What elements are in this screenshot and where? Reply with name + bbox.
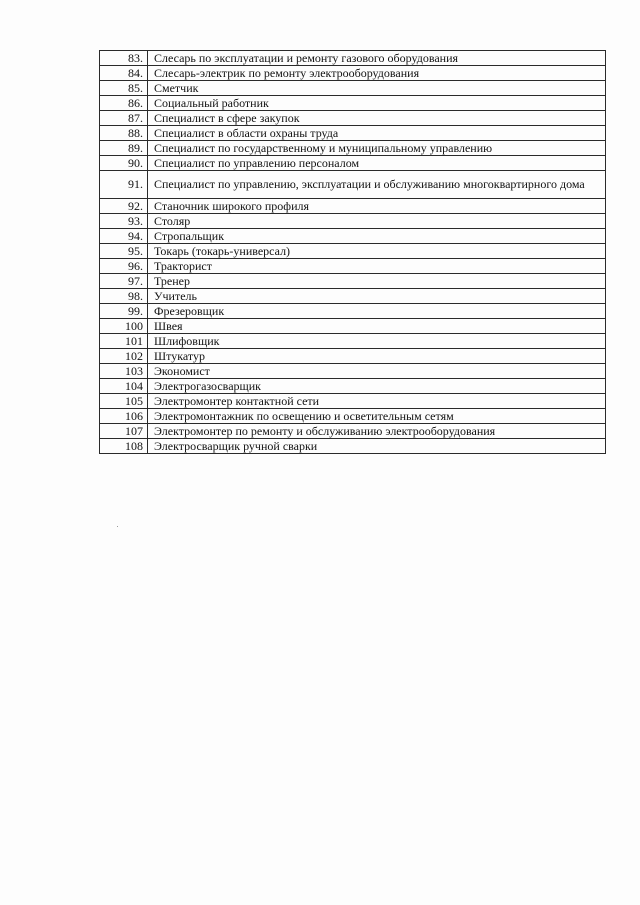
table-row bbox=[100, 126, 606, 141]
profession-name: Тракторист bbox=[148, 259, 606, 274]
profession-name: Слесарь-электрик по ремонту электрооборудования bbox=[148, 66, 606, 81]
row-number: 92. bbox=[100, 199, 148, 214]
row-number: 88. bbox=[100, 126, 148, 141]
profession-name: Сметчик bbox=[148, 81, 606, 96]
profession-name: Социальный работник bbox=[148, 96, 606, 111]
row-number: 99. bbox=[100, 304, 148, 319]
profession-name: Специалист по управлению персоналом bbox=[148, 156, 606, 171]
table-row bbox=[100, 319, 606, 334]
profession-name: Слесарь по эксплуатации и ремонту газового оборудования bbox=[148, 51, 606, 66]
profession-name: Специалист в сфере закупок bbox=[148, 111, 606, 126]
table-row bbox=[100, 349, 606, 364]
table-row bbox=[100, 214, 606, 229]
profession-name: Экономист bbox=[148, 364, 606, 379]
row-number: 101 bbox=[100, 334, 148, 349]
table-row bbox=[100, 96, 606, 111]
table-row bbox=[100, 304, 606, 319]
profession-name: Электромонтер контактной сети bbox=[148, 394, 606, 409]
profession-name: Учитель bbox=[148, 289, 606, 304]
profession-name: Специалист по управлению, эксплуатации и обслуживанию многоквартирного дома bbox=[148, 171, 606, 199]
row-number: 105 bbox=[100, 394, 148, 409]
row-number: 87. bbox=[100, 111, 148, 126]
row-number: 104 bbox=[100, 379, 148, 394]
profession-name: Столяр bbox=[148, 214, 606, 229]
row-number: 91. bbox=[100, 171, 148, 199]
table-row bbox=[100, 394, 606, 409]
row-number: 103 bbox=[100, 364, 148, 379]
table-row bbox=[100, 334, 606, 349]
table-row bbox=[100, 199, 606, 214]
row-number: 94. bbox=[100, 229, 148, 244]
profession-name: Электрогазосварщик bbox=[148, 379, 606, 394]
table-row bbox=[100, 229, 606, 244]
scan-speck bbox=[117, 526, 118, 527]
row-number: 96. bbox=[100, 259, 148, 274]
table-row bbox=[100, 289, 606, 304]
row-number: 106 bbox=[100, 409, 148, 424]
row-number: 102 bbox=[100, 349, 148, 364]
row-number: 93. bbox=[100, 214, 148, 229]
row-number: 98. bbox=[100, 289, 148, 304]
table-row bbox=[100, 379, 606, 394]
profession-name: Тренер bbox=[148, 274, 606, 289]
table-row bbox=[100, 141, 606, 156]
profession-name: Электромонтер по ремонту и обслуживанию электрооборудования bbox=[148, 424, 606, 439]
table-row bbox=[100, 51, 606, 66]
table-row bbox=[100, 364, 606, 379]
table-row bbox=[100, 111, 606, 126]
table-row bbox=[100, 439, 606, 454]
table-row bbox=[100, 66, 606, 81]
row-number: 84. bbox=[100, 66, 148, 81]
table-row bbox=[100, 274, 606, 289]
profession-name: Станочник широкого профиля bbox=[148, 199, 606, 214]
table-row bbox=[100, 259, 606, 274]
row-number: 86. bbox=[100, 96, 148, 111]
row-number: 89. bbox=[100, 141, 148, 156]
profession-name: Специалист по государственному и муниципальному управлению bbox=[148, 141, 606, 156]
table-row bbox=[100, 409, 606, 424]
row-number: 85. bbox=[100, 81, 148, 96]
row-number: 95. bbox=[100, 244, 148, 259]
row-number: 100 bbox=[100, 319, 148, 334]
row-number: 90. bbox=[100, 156, 148, 171]
profession-name: Токарь (токарь-универсал) bbox=[148, 244, 606, 259]
table-row bbox=[100, 171, 606, 199]
professions-table bbox=[99, 50, 606, 454]
profession-name: Швея bbox=[148, 319, 606, 334]
table-row bbox=[100, 156, 606, 171]
profession-name: Штукатур bbox=[148, 349, 606, 364]
profession-name: Шлифовщик bbox=[148, 334, 606, 349]
profession-name: Специалист в области охраны труда bbox=[148, 126, 606, 141]
profession-name: Электромонтажник по освещению и осветительным сетям bbox=[148, 409, 606, 424]
profession-name: Фрезеровщик bbox=[148, 304, 606, 319]
table-row bbox=[100, 244, 606, 259]
profession-name: Электросварщик ручной сварки bbox=[148, 439, 606, 454]
row-number: 107 bbox=[100, 424, 148, 439]
professions-table-body bbox=[100, 51, 606, 454]
row-number: 108 bbox=[100, 439, 148, 454]
row-number: 83. bbox=[100, 51, 148, 66]
table-row bbox=[100, 81, 606, 96]
row-number: 97. bbox=[100, 274, 148, 289]
profession-name: Стропальщик bbox=[148, 229, 606, 244]
table-row bbox=[100, 424, 606, 439]
